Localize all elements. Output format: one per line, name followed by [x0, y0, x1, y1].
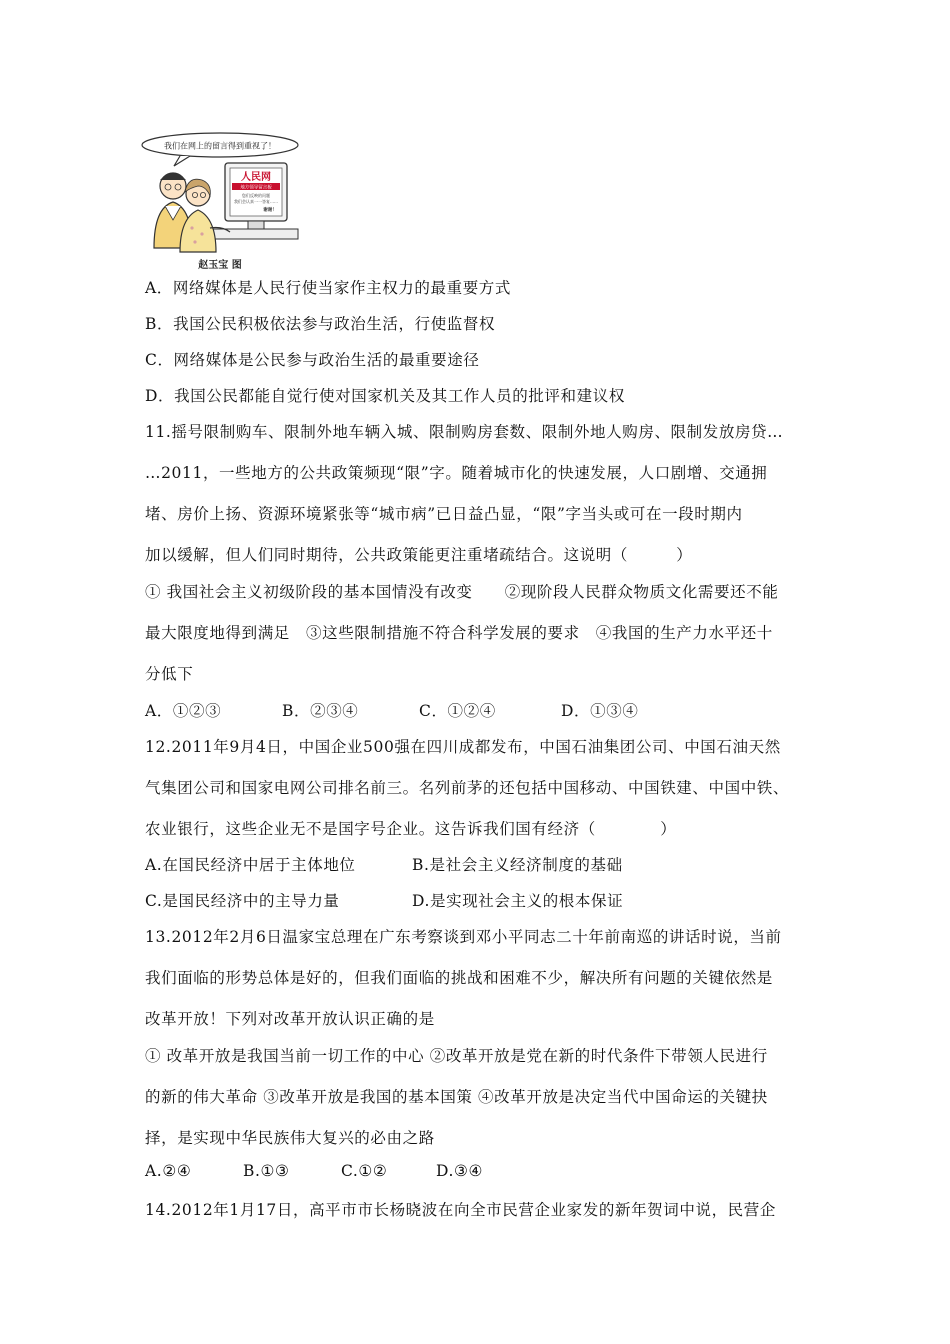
q11-option-d: D．①③④: [561, 702, 639, 720]
screen-line2: 我们会认真一一答复……: [234, 199, 278, 204]
q11-option-a: A．①②③: [145, 702, 222, 720]
q10-option-c: C．网络媒体是公民参与政治生活的最重要途径: [145, 351, 480, 369]
q13-options: [145, 1162, 483, 1180]
q11-stem-line4: 加以缓解，但人们同时期待，公共政策能更注重堵疏结合。这说明（ ）: [145, 546, 693, 564]
q12-option-b: B.是社会主义经济制度的基础: [412, 856, 623, 874]
cartoon-credit: 赵玉宝 图: [198, 260, 242, 271]
bubble-text: 我们在网上的留言得到重视了！: [164, 141, 276, 151]
q13-option-d: D.③④: [436, 1162, 483, 1180]
q11-stem-line1: 11.摇号限制购车、限制外地车辆入城、限制购房套数、限制外地人购房、限制发放房贷…: [145, 423, 784, 441]
q10-option-a: A．网络媒体是人民行使当家作主权力的最重要方式: [145, 279, 511, 297]
q11-option-b: B．②③④: [282, 702, 359, 720]
q13-option-a: A.②④: [145, 1162, 192, 1180]
q13-stem-line1: 13.2012年2月6日温家宝总理在广东考察谈到邓小平同志二十年前南巡的讲话时说，当前: [145, 928, 782, 946]
q11-option-c: C．①②④: [419, 702, 496, 720]
q13-stem-line3: 改革开放！下列对改革开放认识正确的是: [145, 1010, 435, 1028]
q12-stem-line2: 气集团公司和国家电网公司排名前三。名列前茅的还包括中国移动、中国铁建、中国中铁、: [145, 779, 790, 797]
q10-option-d: D．我国公民都能自觉行使对国家机关及其工作人员的批评和建议权: [145, 387, 625, 405]
screen-line3: 谢谢！: [263, 208, 277, 213]
q13-stem-line2: 我们面临的形势总体是好的，但我们面临的挑战和困难不少，解决所有问题的关键依然是: [145, 969, 773, 987]
q12-stem-line1: 12.2011年9月4日，中国企业500强在四川成都发布，中国石油集团公司、中国石油天然: [145, 738, 781, 756]
q12-stem-line3: 农业银行，这些企业无不是国字号企业。这告诉我们国有经济（ ）: [145, 820, 677, 838]
q12-option-c: C.是国民经济中的主导力量: [145, 892, 340, 910]
q13-option-c: C.①②: [341, 1162, 388, 1180]
q11-statements-line2: 最大限度地得到满足 ③这些限制措施不符合科学发展的要求 ④我国的生产力水平还十: [145, 624, 773, 642]
cartoon-illustration: [140, 128, 300, 273]
q11-stem-line3: 堵、房价上扬、资源环境紧张等“城市病”已日益凸显，“限”字当头或可在一段时期内: [145, 505, 743, 523]
q12-option-d: D.是实现社会主义的根本保证: [412, 892, 624, 910]
q12-options-row1: [145, 853, 623, 875]
q11-statements-line3: 分低下: [145, 665, 194, 683]
q12-option-a: A.在国民经济中居于主体地位: [145, 856, 356, 874]
q10-option-b: B．我国公民积极依法参与政治生活，行使监督权: [145, 315, 496, 333]
q14-stem-line1: 14.2012年1月17日，高平市市长杨晓波在向全市民营企业家发的新年贺词中说，民营企: [145, 1201, 776, 1219]
q11-options: [145, 699, 638, 721]
screen-line1: 您们反映的问题: [242, 193, 270, 198]
screen-title: 人民网: [241, 172, 271, 183]
q13-statements-line1: ① 改革开放是我国当前一切工作的中心 ②改革开放是党在新的时代条件下带领人民进行: [145, 1047, 768, 1065]
screen-subtitle: 地方领导留言板: [240, 185, 272, 191]
q13-statements-line3: 择，是实现中华民族伟大复兴的必由之路: [145, 1129, 435, 1147]
q13-statements-line2: 的新的伟大革命 ③改革开放是我国的基本国策 ④改革开放是决定当代中国命运的关键抉: [145, 1088, 768, 1106]
q13-option-b: B.①③: [243, 1162, 290, 1180]
q11-stem-line2: …2011，一些地方的公共政策频现“限”字。随着城市化的快速发展，人口剧增、交通拥: [145, 464, 768, 482]
q12-options-row2: [145, 889, 623, 911]
q11-statements-line1: ① 我国社会主义初级阶段的基本国情没有改变 ②现阶段人民群众物质文化需要还不能: [145, 583, 779, 601]
